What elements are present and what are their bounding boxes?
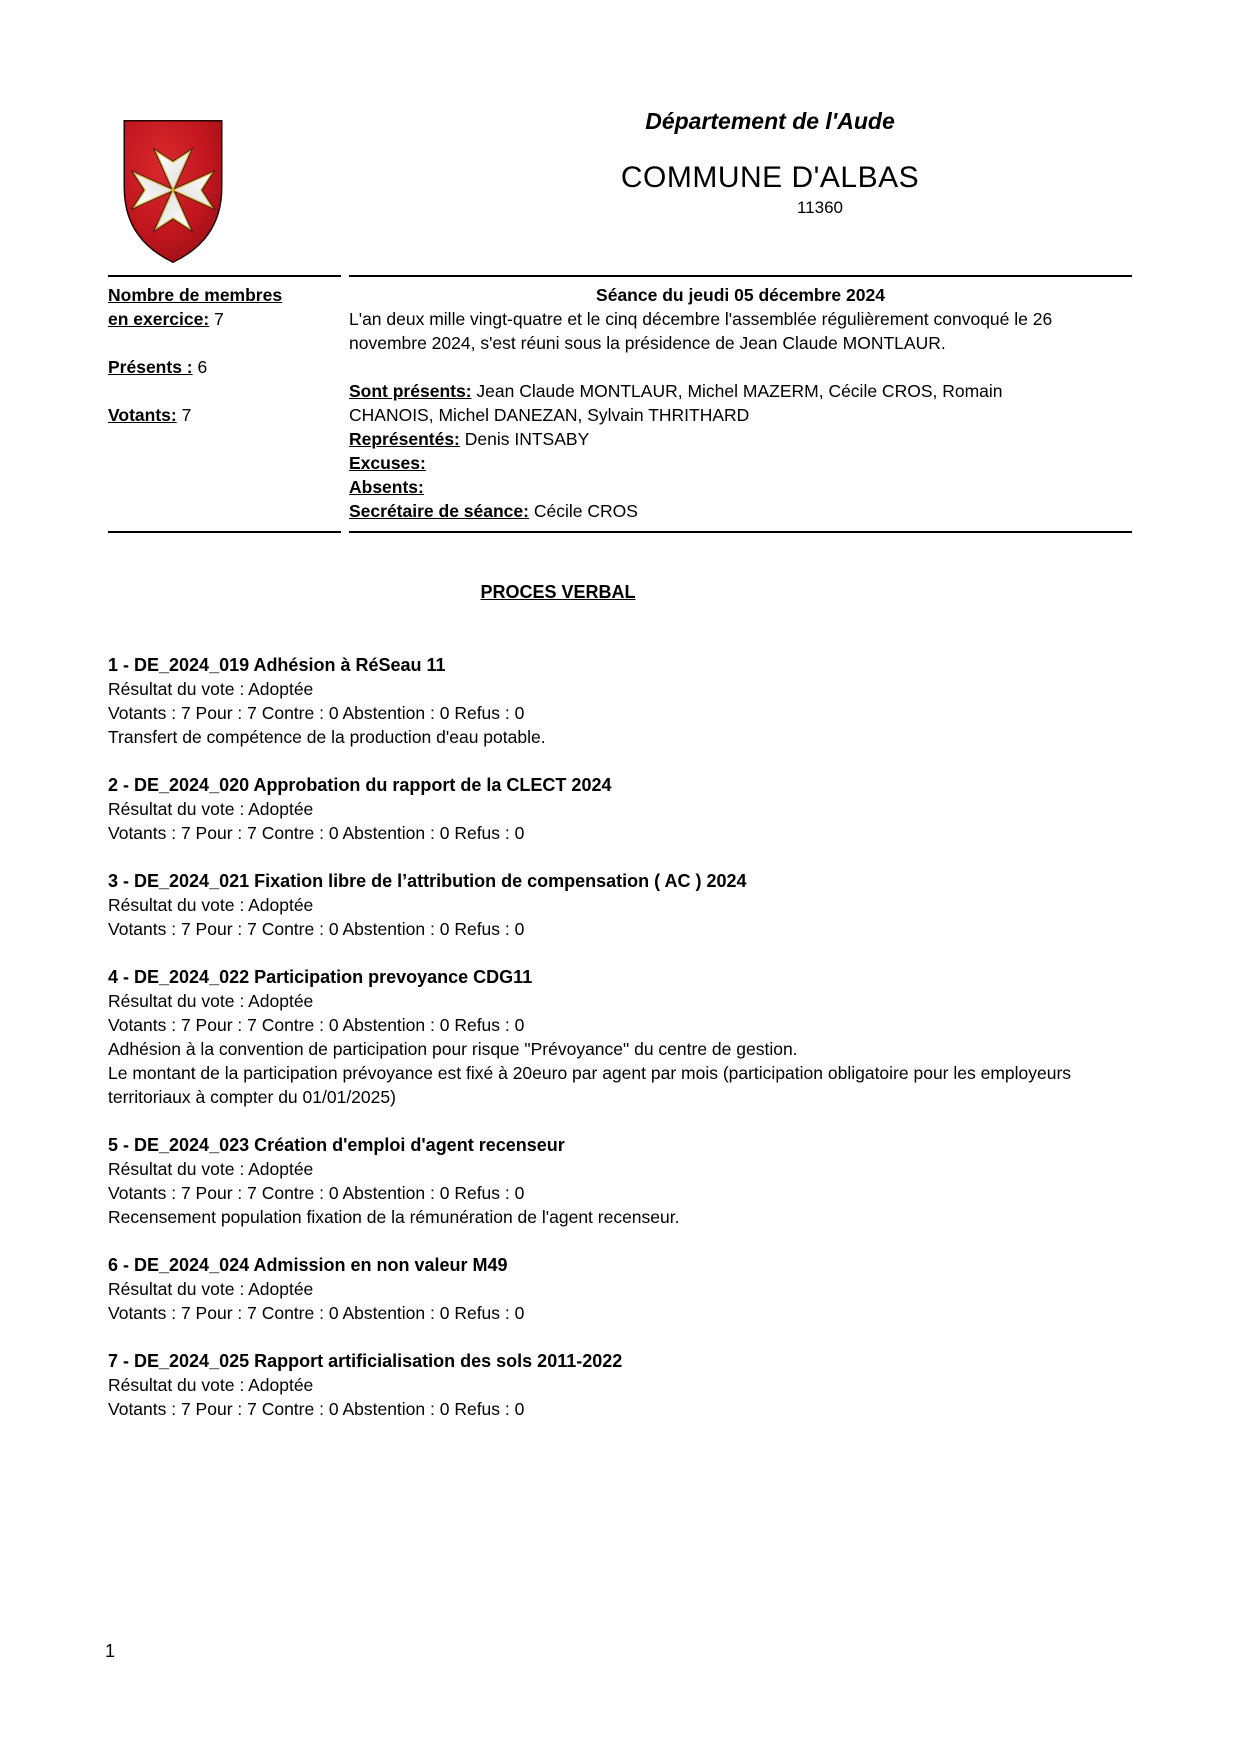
deliberation-note: Le montant de la participation prévoyance est fixé à 20euro par agent par mois (participation obligatoire pour les employeurs territoriaux à compter du 01/01/2025) — [108, 1063, 1072, 1107]
deliberation-title: 6 - DE_2024_024 Admission en non valeur M49 — [108, 1255, 508, 1275]
session-title: Séance du jeudi 05 décembre 2024 — [596, 285, 885, 305]
deliberations-list — [108, 653, 1073, 1421]
attendance-row — [349, 427, 1049, 451]
members-count-row — [108, 307, 341, 331]
proces-verbal-heading: PROCES VERBAL — [480, 582, 636, 602]
vote-result: Résultat du vote : Adoptée — [108, 1279, 314, 1299]
deliberation-title: 1 - DE_2024_019 Adhésion à RéSeau 11 — [108, 655, 446, 675]
vote-counts: Votants : 7 Pour : 7 Contre : 0 Abstention : 0 Refus : 0 — [108, 823, 525, 843]
vote-counts: Votants : 7 Pour : 7 Contre : 0 Abstention : 0 Refus : 0 — [108, 1399, 525, 1419]
members-label: Nombre de membres — [108, 285, 283, 305]
deliberation-note: Transfert de compétence de la production d'eau potable. — [108, 727, 546, 747]
department-title: Département de l'Aude — [645, 108, 895, 134]
attendance-row — [349, 499, 1049, 523]
representes-label: Représentés: — [349, 429, 460, 449]
commune-title: COMMUNE D'ALBAS — [620, 161, 920, 194]
deliberation-item — [108, 869, 1073, 941]
page-number: 1 — [105, 1641, 116, 1661]
members-count-column — [108, 275, 341, 533]
session-intro: L'an deux mille vingt-quatre et le cinq décembre l'assemblée régulièrement convoqué le 26 novembre 2024, s'est réuni sous la présidence de Jean Claude MONTLAUR. — [349, 309, 1053, 353]
session-details-column — [349, 275, 1132, 533]
deliberation-note: Adhésion à la convention de participation pour risque "Prévoyance" du centre de gestion. — [108, 1039, 798, 1059]
sont-presents-label: Sont présents: — [349, 381, 472, 401]
deliberation-title: 5 - DE_2024_023 Création d'emploi d'agent recenseur — [108, 1135, 565, 1155]
deliberation-title: 2 - DE_2024_020 Approbation du rapport de la CLECT 2024 — [108, 775, 612, 795]
vote-result: Résultat du vote : Adoptée — [108, 991, 314, 1011]
attendance-row — [349, 379, 1049, 427]
deliberation-title: 7 - DE_2024_025 Rapport artificialisation des sols 2011-2022 — [108, 1351, 623, 1371]
votants-value: 7 — [181, 405, 192, 425]
postal-code: 11360 — [796, 198, 843, 217]
vote-result: Résultat du vote : Adoptée — [108, 1375, 314, 1395]
presents-value: 6 — [197, 357, 208, 377]
secretaire-label: Secrétaire de séance: — [349, 501, 529, 521]
members-count-row — [108, 355, 341, 379]
vote-result: Résultat du vote : Adoptée — [108, 799, 314, 819]
secretaire-value: Cécile CROS — [533, 501, 638, 521]
deliberation-item — [108, 1133, 1073, 1229]
excuses-label: Excuses: — [349, 453, 426, 473]
sont-presents-value: Jean Claude MONTLAUR, Michel MAZERM, Cécile CROS, Romain CHANOIS, Michel DANEZAN, Sylvain THRITHARD — [349, 381, 1003, 425]
deliberation-title: 4 - DE_2024_022 Participation prevoyance CDG11 — [108, 967, 533, 987]
vote-result: Résultat du vote : Adoptée — [108, 895, 314, 915]
votants-label: Votants: — [108, 405, 177, 425]
vote-counts: Votants : 7 Pour : 7 Contre : 0 Abstention : 0 Refus : 0 — [108, 1015, 525, 1035]
exercice-label: en exercice: — [108, 309, 210, 329]
vote-counts: Votants : 7 Pour : 7 Contre : 0 Abstention : 0 Refus : 0 — [108, 703, 525, 723]
attendance-row — [349, 475, 1049, 499]
commune-coat-of-arms-icon — [116, 116, 230, 266]
deliberation-item — [108, 773, 1073, 845]
vote-result: Résultat du vote : Adoptée — [108, 679, 314, 699]
members-count-row — [108, 283, 341, 307]
deliberation-item — [108, 965, 1073, 1109]
deliberation-item — [108, 1253, 1073, 1325]
document-header — [0, 0, 1240, 275]
representes-value: Denis INTSABY — [464, 429, 590, 449]
exercice-value: 7 — [214, 309, 224, 329]
vote-result: Résultat du vote : Adoptée — [108, 1159, 314, 1179]
deliberation-item — [108, 653, 1073, 749]
vote-counts: Votants : 7 Pour : 7 Contre : 0 Abstention : 0 Refus : 0 — [108, 1183, 525, 1203]
session-info-table — [108, 275, 1132, 533]
deliberation-item — [108, 1349, 1073, 1421]
attendance-row — [349, 451, 1049, 475]
presents-label: Présents : — [108, 357, 193, 377]
vote-counts: Votants : 7 Pour : 7 Contre : 0 Abstention : 0 Refus : 0 — [108, 1303, 525, 1323]
members-count-row — [108, 403, 341, 427]
deliberation-note: Recensement population fixation de la rémunération de l'agent recenseur. — [108, 1207, 680, 1227]
absents-label: Absents: — [349, 477, 424, 497]
vote-counts: Votants : 7 Pour : 7 Contre : 0 Abstention : 0 Refus : 0 — [108, 919, 525, 939]
deliberation-title: 3 - DE_2024_021 Fixation libre de l’attribution de compensation ( AC ) 2024 — [108, 871, 747, 891]
